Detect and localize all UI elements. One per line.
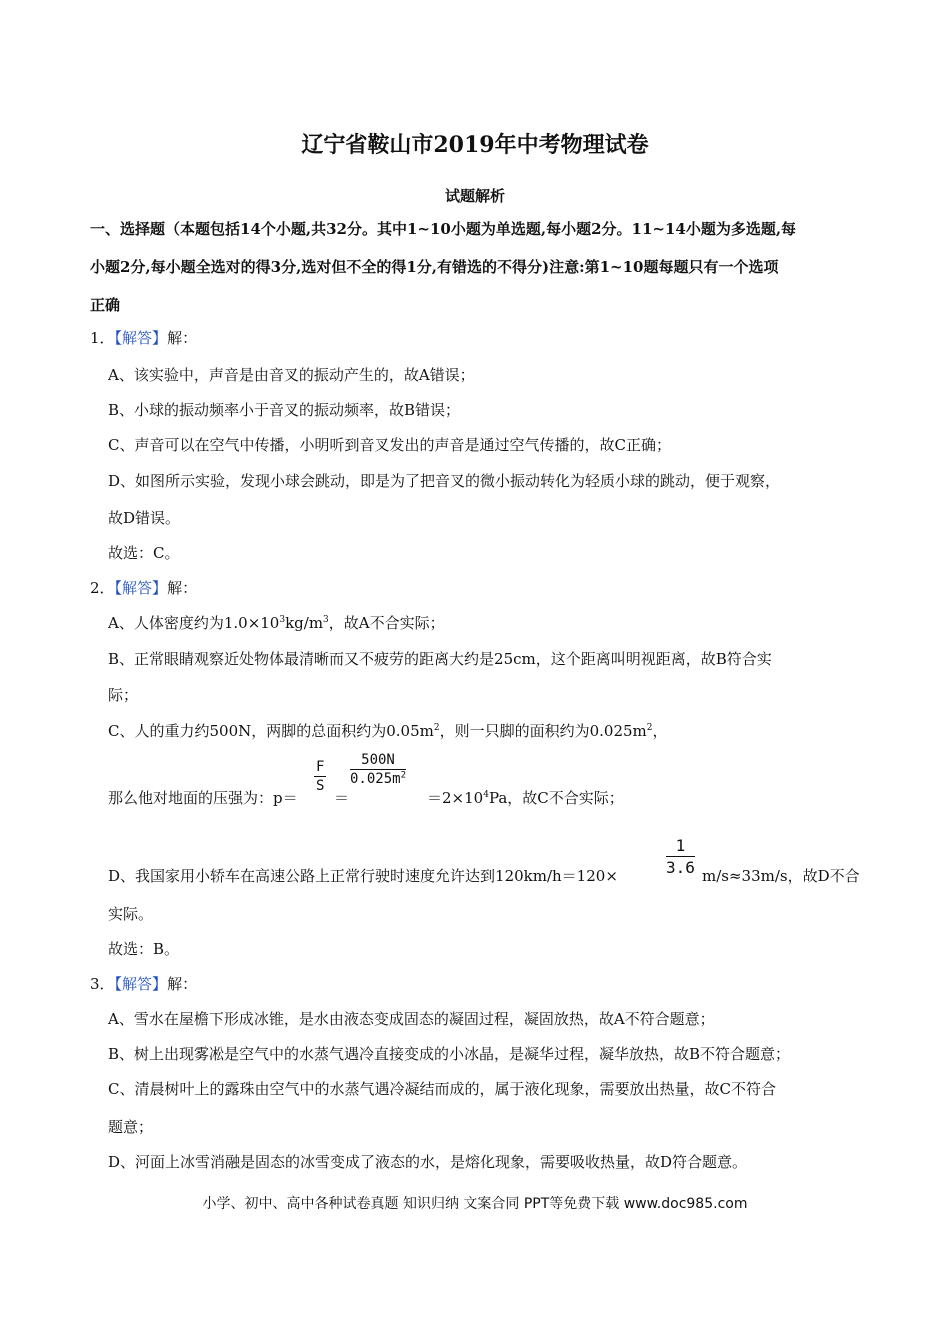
q1-option-c: C、声音可以在空气中传播，小明听到音叉发出的声音是通过空气传播的，故C正确；: [108, 436, 671, 454]
answer-tag: 【解答】: [114, 975, 168, 993]
q2-a-unit: kg/m: [285, 614, 324, 632]
superscript: 2: [433, 723, 440, 733]
q3-option-d: D、河面上冰雪消融是固态的冰雪变成了液态的水，是熔化现象，需要吸收热量，故D符合题意。: [108, 1153, 748, 1171]
denominator-value: 0.025m: [350, 771, 401, 787]
fraction-numerator: 500N: [350, 752, 406, 770]
question-2-header: [90, 577, 197, 598]
q2-option-a: [108, 612, 445, 633]
q3-option-c-line-2: 题意；: [108, 1118, 154, 1136]
q2-a-tail: ，故A不合实际；: [328, 614, 445, 632]
page-subtitle: 试题解析: [444, 187, 505, 205]
page-footer: 小学、初中、高中各种试卷真题 知识归纳 文案合同 PPT等免费下载 www.doc985.com: [202, 1196, 748, 1212]
q1-option-d-line-1: D、如图所示实验，发现小球会跳动，即是为了把音叉的微小振动转化为轻质小球的跳动，便于观察，: [108, 472, 781, 490]
q2-option-c-line-1: [108, 720, 668, 741]
question-3-header: [90, 973, 197, 994]
question-number: 2．: [90, 579, 115, 597]
answer-tag: 【解答】: [114, 329, 168, 347]
superscript: 2: [400, 770, 406, 781]
fraction-numerator: 1: [666, 836, 695, 857]
superscript: 3: [323, 615, 329, 625]
question-number: 3．: [90, 975, 115, 993]
q2-c-text: C、人的重力约500N，两脚的总面积约为0.05m: [108, 722, 434, 740]
q2-a-text: A、人体密度约为1.0×10: [108, 614, 280, 632]
q2-option-d-line-2: 实际。: [108, 905, 154, 923]
fraction-pressure: [350, 752, 406, 787]
superscript: 3: [279, 615, 286, 625]
q2-option-b-line-2: 际；: [108, 686, 139, 704]
page-title: 辽宁省鞍山市2019年中考物理试卷: [301, 132, 649, 158]
section-heading-line-3: 正确: [90, 296, 121, 314]
fraction-denominator: S: [316, 778, 325, 794]
q2-option-d-lead: D、我国家用小轿车在高速公路上正常行驶时速度允许达到120km/h＝120×: [108, 867, 618, 885]
superscript: 2: [646, 723, 653, 733]
q3-option-b: B、树上出现雾凇是空气中的水蒸气遇冷直接变成的小冰晶，是凝华过程，凝华放热，故B不符合题意；: [108, 1045, 791, 1063]
q2-c-mid: ，则一只脚的面积约为0.025m: [439, 722, 647, 740]
q2-answer: 故选：B。: [108, 940, 180, 958]
section-heading-line-2: 小题2分,每小题全选对的得3分,选对但不全的得1分,有错选的不得分)注意:第1~10题每题只有一个选项: [90, 258, 779, 276]
superscript: 4: [483, 790, 489, 800]
fraction-numerator: F: [316, 759, 325, 775]
fraction-denominator: 3.6: [666, 858, 695, 877]
answer-tag: 【解答】: [114, 579, 168, 597]
answer-label: 解：: [167, 329, 198, 347]
equals-sign: ＝: [334, 789, 350, 807]
q2-option-b-line-1: B、正常眼睛观察近处物体最清晰而又不疲劳的距离大约是25cm，这个距离叫明视距离，故B符合实: [108, 650, 772, 668]
result-tail: Pa，故C不合实际；: [488, 789, 624, 807]
q1-option-b: B、小球的振动频率小于音叉的振动频率，故B错误；: [108, 401, 461, 419]
q2-c-tail: ，: [652, 722, 668, 740]
fraction-f-over-s: [314, 759, 326, 794]
q2-option-d-tail: m/s≈33m/s，故D不合: [702, 867, 860, 885]
fraction-one-over-three-point-six: [666, 836, 695, 877]
q2-pressure-result: [427, 787, 624, 808]
q3-option-a: A、雪水在屋檐下形成冰锥，是水由液态变成固态的凝固过程，凝固放热，故A不符合题意；: [108, 1010, 715, 1028]
q3-option-c-line-1: C、清晨树叶上的露珠由空气中的水蒸气遇冷凝结而成的，属于液化现象，需要放出热量，故C不符合: [108, 1080, 776, 1098]
result-value: ＝2×10: [427, 789, 484, 807]
q2-pressure-lead: 那么他对地面的压强为：p＝: [108, 789, 298, 807]
section-heading-line-1: 一、选择题（本题包括14个小题,共32分。其中1~10小题为单选题,每小题2分。11~14小题为多选题,每: [90, 220, 797, 238]
fraction-denominator: [350, 770, 406, 787]
q1-option-a: A、该实验中，声音是由音叉的振动产生的，故A错误；: [108, 366, 475, 384]
answer-label: 解：: [167, 579, 198, 597]
question-1-header: [90, 327, 197, 348]
question-number: 1．: [90, 329, 115, 347]
q1-option-d-line-2: 故D错误。: [108, 509, 181, 527]
answer-label: 解：: [167, 975, 198, 993]
q1-answer: 故选：C。: [108, 544, 180, 562]
